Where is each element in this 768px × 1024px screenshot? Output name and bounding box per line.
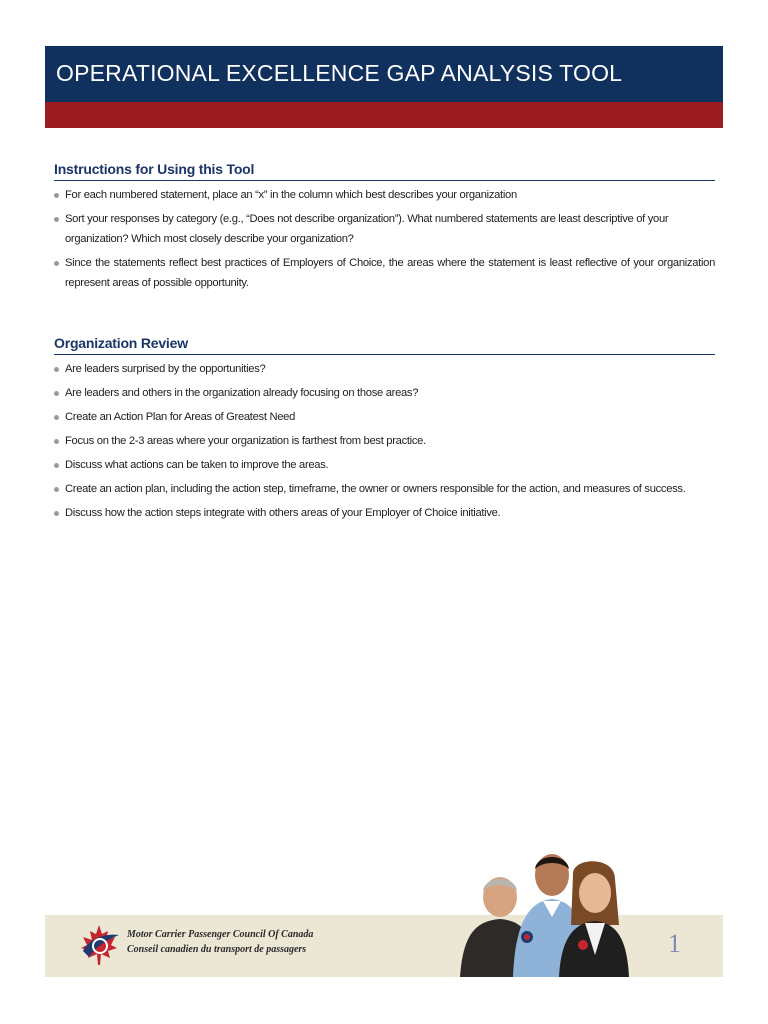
list-item: [54, 479, 715, 499]
maple-leaf-logo-icon: [75, 921, 123, 969]
org-name-french: Conseil canadien du transport de passagers: [127, 944, 307, 955]
list-item: [54, 359, 715, 379]
list-item-text: Are leaders and others in the organization already focusing on those areas?: [65, 387, 419, 399]
bullet-icon: [54, 439, 59, 444]
list-item-text: Focus on the 2-3 areas where your organization is farthest from best practice.: [65, 435, 426, 447]
list-item-text: For each numbered statement, place an “x” in the column which best describes your organization: [65, 189, 517, 201]
page-title: OPERATIONAL EXCELLENCE GAP ANALYSIS TOOL: [56, 60, 623, 86]
three-employees-photo: [455, 845, 635, 977]
instructions-heading: Instructions for Using this Tool: [54, 161, 715, 181]
review-heading: Organization Review: [54, 335, 715, 355]
review-section: [54, 335, 715, 527]
instructions-section: [54, 161, 715, 297]
title-banner-accent: [45, 102, 723, 128]
bullet-icon: [54, 367, 59, 372]
bullet-icon: [54, 217, 59, 222]
list-item-text: Since the statements reflect best practices of Employers of Choice, the areas where the statement is least reflective of your organization represent areas of possible opportunity.: [65, 257, 715, 289]
list-item-text: Are leaders surprised by the opportunities?: [65, 363, 266, 375]
review-list: [54, 359, 715, 523]
list-item-text: Create an Action Plan for Areas of Greatest Need: [65, 411, 295, 423]
list-item: [54, 383, 715, 403]
bullet-icon: [54, 511, 59, 516]
list-item-text: Sort your responses by category (e.g., “Does not describe organization”). What numbered statements are least descriptive of your organization? Which most closely describe your organization?: [65, 213, 669, 245]
list-item: [54, 209, 715, 249]
bullet-icon: [54, 261, 59, 266]
list-item: [54, 431, 715, 451]
instructions-list: [54, 185, 715, 293]
list-item: [54, 407, 715, 427]
list-item: [54, 253, 715, 293]
page-number: 1: [668, 929, 681, 958]
bullet-icon: [54, 487, 59, 492]
bullet-icon: [54, 193, 59, 198]
list-item-text: Create an action plan, including the action step, timeframe, the owner or owners responsible for the action, and measures of success.: [65, 483, 686, 495]
list-item: [54, 503, 715, 523]
list-item: [54, 185, 715, 205]
bullet-icon: [54, 391, 59, 396]
list-item-text: Discuss how the action steps integrate with others areas of your Employer of Choice initiative.: [65, 507, 501, 519]
bullet-icon: [54, 415, 59, 420]
bullet-icon: [54, 463, 59, 468]
org-name-english: Motor Carrier Passenger Council Of Canada: [127, 929, 314, 940]
list-item-text: Discuss what actions can be taken to improve the areas.: [65, 459, 329, 471]
title-banner: [45, 46, 723, 102]
list-item: [54, 455, 715, 475]
